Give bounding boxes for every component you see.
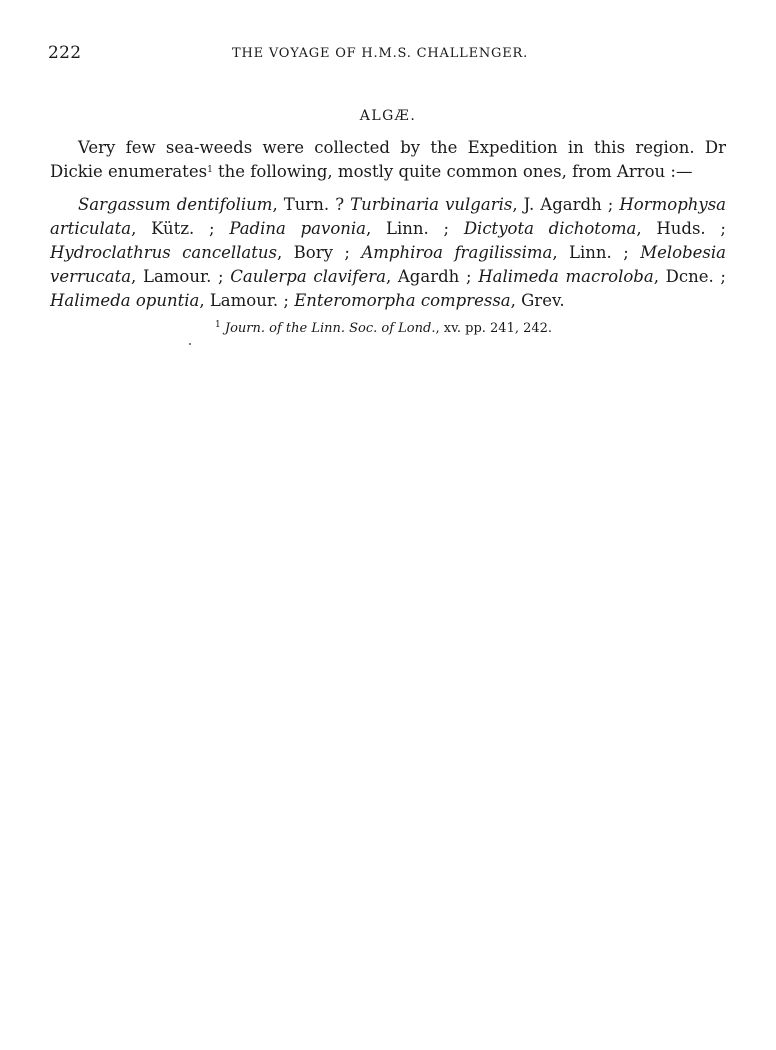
species-authority: , Bory ; (276, 243, 362, 262)
species-authority: , Linn. ; (552, 243, 641, 262)
footnote-details: , xv. pp. 241, 242. (435, 321, 553, 336)
species-name: Turbinaria vulgaris (350, 195, 513, 214)
species-name: Hormophysa articulata (50, 195, 727, 238)
page-number: 222 (48, 43, 82, 63)
footnote-marker: 1 (215, 320, 221, 330)
species-authority: , J. Agardh ; (512, 195, 620, 214)
species-authority: , Kütz. ; (131, 219, 230, 238)
species-name: Halimeda macroloba (478, 267, 654, 286)
section-heading: ALGÆ. (359, 108, 417, 124)
footnote (215, 321, 552, 336)
species-name: Caulerpa clavifera (230, 267, 386, 286)
running-head: THE VOYAGE OF H.M.S. CHALLENGER. (232, 46, 529, 61)
species-authority: , Lamour. ; (199, 291, 295, 310)
species-name: Amphiroa fragilissima (361, 243, 553, 262)
species-authority: , Huds. ; (636, 219, 726, 238)
species-name: Melobesia verrucata (50, 243, 726, 286)
species-authority: , Grev. (510, 291, 565, 310)
print-speck (189, 343, 191, 345)
species-authority: , Lamour. ; (131, 267, 231, 286)
species-name: Enteromorpha compressa (294, 291, 511, 310)
species-name: Padina pavonia (229, 219, 366, 238)
species-name: Sargassum dentifolium (78, 195, 273, 214)
paragraph-text-end: the following, mostly quite common ones, from Arrou :— (212, 162, 693, 181)
footnote-source: Journ. of the Linn. Soc. of Lond. (224, 321, 436, 336)
body-paragraph (50, 136, 726, 184)
species-list (50, 193, 726, 313)
species-authority: , Linn. ; (366, 219, 464, 238)
footnote-reference: 1 (207, 165, 213, 175)
species-name: Dictyota dichotoma (463, 219, 637, 238)
paragraph-text-start: Very few sea-weeds were collected by the Expedition in this region. Dr Dickie enumerates (50, 138, 726, 181)
species-name: Halimeda opuntia (50, 291, 200, 310)
species-authority: , Turn. ? (272, 195, 351, 214)
species-name: Hydroclathrus cancellatus (50, 243, 277, 262)
species-authority: , Agardh ; (385, 267, 479, 286)
species-authority: , Dcne. ; (653, 267, 726, 286)
